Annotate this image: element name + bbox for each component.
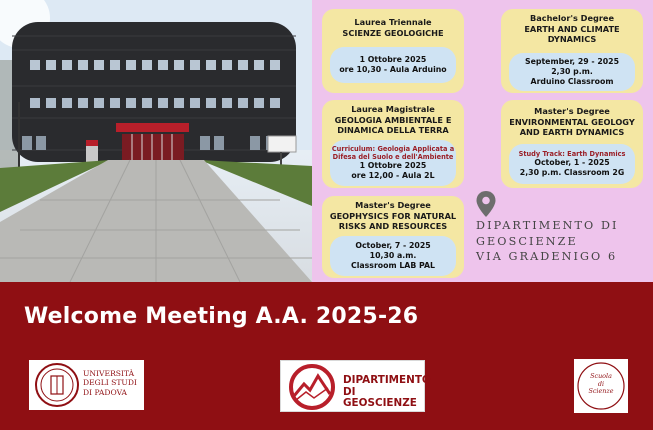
- map-pin-icon: [475, 190, 497, 218]
- dipartimento-logo: [280, 360, 431, 412]
- card-time: 2,30 p.m.: [551, 67, 593, 76]
- unipd-wordmark: [83, 369, 137, 397]
- card-schedule-pill: [509, 53, 635, 91]
- card-title: Bachelor's Degree: [529, 13, 615, 23]
- unipd-logo: [29, 360, 144, 410]
- card-program: ENVIRONMENTAL GEOLOGY: [509, 116, 635, 127]
- card-date: October, 1 - 2025: [534, 158, 610, 167]
- geoscienze-mark-icon: [286, 364, 338, 410]
- card-schedule-pill: [330, 47, 456, 83]
- card-title: Laurea Triennale: [354, 17, 432, 27]
- scuola-line: Scuola: [590, 372, 612, 380]
- card-bachelor: [501, 9, 643, 93]
- card-title: Laurea Magistrale: [351, 104, 435, 114]
- address-block: [476, 218, 619, 265]
- card-curriculum: Curriculum: Geologia Applicata a: [331, 145, 455, 153]
- unipd-line: UNIVERSITÀ: [83, 369, 135, 378]
- card-program: GEOLOGIA AMBIENTALE E: [334, 114, 452, 125]
- address-line: DIPARTIMENTO DI: [476, 219, 619, 232]
- card-date: 1 Ottobre 2025: [359, 161, 427, 170]
- unipd-line: DEGLI STUDI: [83, 378, 137, 388]
- card-time-place: 2,30 p.m. Classroom 2G: [519, 168, 625, 177]
- card-program: DYNAMICS: [547, 34, 597, 44]
- unipd-line: DI PADOVA: [83, 387, 128, 397]
- card-date: 1 Ottobre 2025: [359, 55, 427, 64]
- card-program: SCIENZE GEOLOGICHE: [342, 27, 444, 38]
- building-illustration: [0, 0, 312, 282]
- card-laurea-magistrale: [322, 100, 464, 188]
- card-date: October, 7 - 2025: [355, 241, 431, 250]
- card-schedule-pill: [330, 140, 456, 186]
- scuola-line: Scienze: [588, 387, 614, 395]
- building-photo: [0, 0, 312, 282]
- card-date: September, 29 - 2025: [524, 57, 620, 66]
- scuola-logo: [574, 359, 628, 413]
- card-title: Master's Degree: [355, 200, 431, 210]
- card-time: 10,30 a.m.: [369, 251, 417, 260]
- card-program: EARTH AND CLIMATE: [524, 23, 620, 34]
- card-time-place: ore 12,00 - Aula 2L: [351, 171, 435, 180]
- card-title: Master's Degree: [534, 106, 610, 116]
- card-track: Study Track: Earth Dynamics: [518, 150, 626, 158]
- info-panel: [312, 0, 653, 282]
- dipartimento-line: DI GEOSCIENZE: [343, 385, 417, 410]
- scuola-line: di: [597, 379, 605, 388]
- card-program: GEOPHYSICS FOR NATURAL: [329, 210, 457, 221]
- card-master-geophysics: [322, 196, 464, 278]
- card-schedule-pill: [330, 236, 456, 276]
- card-program: AND EARTH DYNAMICS: [519, 127, 625, 137]
- dipartimento-wordmark: [343, 375, 431, 410]
- dipartimento-line: DIPARTIMENTO: [343, 374, 431, 386]
- address-line: GEOSCIENZE: [476, 234, 578, 248]
- unipd-seal-icon: [32, 360, 82, 410]
- card-place: Classroom LAB PAL: [351, 261, 435, 270]
- card-program: RISKS AND RESOURCES: [338, 221, 448, 231]
- card-curriculum: Difesa del Suolo e dell'Ambiente: [332, 153, 454, 161]
- card-laurea-triennale: [322, 9, 464, 93]
- card-schedule-pill: [509, 144, 635, 184]
- card-program: DINAMICA DELLA TERRA: [337, 125, 449, 135]
- welcome-title: Welcome Meeting A.A. 2025-26: [24, 304, 419, 329]
- address-line: VIA GRADENIGO 6: [476, 250, 618, 263]
- card-place: Arduino Classroom: [530, 77, 614, 86]
- scuola-wordmark: [574, 373, 628, 396]
- card-time-place: ore 10,30 - Aula Arduino: [339, 65, 447, 74]
- card-master-environmental: [501, 100, 643, 188]
